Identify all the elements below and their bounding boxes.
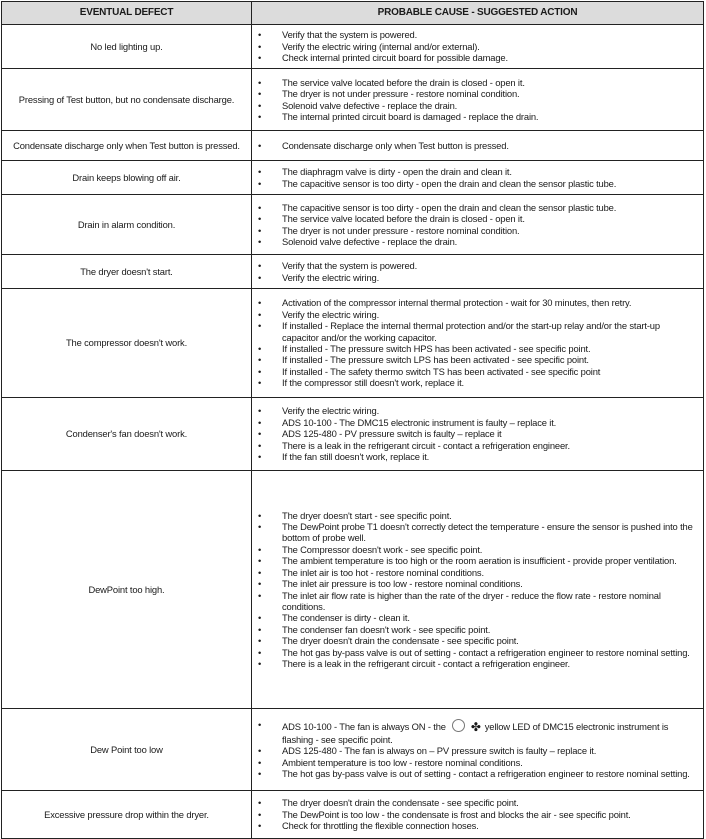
table-header-row	[2, 2, 704, 25]
defect-cell: Pressing of Test button, but no condensate discharge.	[2, 69, 252, 131]
bullet-icon: •	[258, 719, 262, 731]
bullet-icon: •	[258, 377, 262, 389]
action-item	[258, 635, 699, 646]
bullet-icon: •	[258, 646, 262, 658]
action-text: Solenoid valve defective - replace the drain.	[282, 99, 458, 111]
bullet-icon: •	[258, 521, 262, 533]
action-text: The capacitive sensor is too dirty - open the drain and clean the sensor plastic tube.	[282, 177, 617, 189]
action-text: Check for throttling the flexible connection hoses.	[282, 820, 479, 832]
bullet-icon: •	[258, 139, 262, 151]
bullet-icon: •	[258, 235, 262, 247]
bullet-icon: •	[258, 354, 262, 366]
action-text: Verify that the system is powered.	[282, 29, 418, 41]
bullet-icon: •	[258, 405, 262, 417]
bullet-icon: •	[258, 566, 262, 578]
action-item	[258, 820, 699, 831]
action-list	[258, 166, 699, 189]
action-list	[258, 510, 699, 670]
action-text: The dryer doesn't drain the condensate - see specific point.	[282, 635, 519, 647]
action-item	[258, 236, 699, 247]
bullet-icon: •	[258, 451, 262, 463]
bullet-icon: •	[258, 343, 262, 354]
action-item	[258, 757, 699, 768]
action-item	[258, 521, 699, 544]
bullet-icon: •	[258, 808, 262, 820]
action-text: The dryer doesn't drain the condensate - see specific point.	[282, 797, 519, 809]
table-row	[2, 25, 704, 69]
bullet-icon: •	[258, 88, 262, 100]
action-item	[258, 590, 699, 613]
action-item	[258, 451, 699, 462]
action-list	[258, 140, 699, 151]
action-item	[258, 166, 699, 177]
bullet-icon: •	[258, 768, 262, 780]
action-item	[258, 202, 699, 213]
bullet-icon: •	[258, 320, 262, 332]
action-text: The Compressor doesn't work - see specific point.	[282, 543, 483, 555]
action-item	[258, 309, 699, 320]
bullet-icon: •	[258, 820, 262, 832]
bullet-icon: •	[258, 260, 262, 272]
action-item	[258, 140, 699, 151]
action-list	[258, 797, 699, 831]
header-probable-cause: PROBABLE CAUSE - SUGGESTED ACTION	[252, 2, 704, 25]
action-text: If installed - The safety thermo switch TS has been activated - see specific point	[282, 365, 601, 377]
header-eventual-defect: EVENTUAL DEFECT	[2, 2, 252, 25]
action-list	[258, 405, 699, 462]
action-text: The condenser fan doesn't work - see specific point.	[282, 623, 491, 635]
action-cell	[252, 289, 704, 398]
action-text: The hot gas by-pass valve is out of setting - contact a refrigeration engineer to restore nominal setting.	[282, 768, 690, 780]
action-text: The DewPoint probe T1 doesn't correctly detect the temperature - ensure the sensor is pushed into the bottom of probe well.	[282, 521, 693, 544]
table-row	[2, 398, 704, 471]
bullet-icon: •	[258, 365, 262, 377]
action-cell	[252, 25, 704, 69]
action-list	[258, 719, 699, 779]
action-text: The diaphragm valve is dirty - open the drain and clean it.	[282, 166, 512, 178]
action-text: The internal printed circuit board is damaged - replace the drain.	[282, 110, 539, 122]
action-item	[258, 428, 699, 439]
action-text: Verify the electric wiring.	[282, 405, 380, 417]
action-text: ADS 10-100 - The DMC15 electronic instrument is faulty – replace it.	[282, 416, 557, 428]
action-list	[258, 77, 699, 123]
action-cell	[252, 161, 704, 195]
action-item	[258, 100, 699, 111]
action-text: If installed - Replace the internal thermal protection and/or the start-up relay and/or the start-up capacitor and/or the working capacitor.	[282, 320, 660, 343]
action-item	[258, 658, 699, 669]
action-text: The capacitive sensor is too dirty - open the drain and clean the sensor plastic tube.	[282, 201, 617, 213]
action-item	[258, 272, 699, 283]
action-item	[258, 77, 699, 88]
bullet-icon: •	[258, 428, 262, 440]
table-row	[2, 69, 704, 131]
action-list	[258, 297, 699, 388]
bullet-icon: •	[258, 40, 262, 52]
action-item	[258, 768, 699, 779]
action-text: Ambient temperature is too low - restore nominal conditions.	[282, 756, 523, 768]
bullet-icon: •	[258, 555, 262, 567]
action-item	[258, 405, 699, 416]
bullet-icon: •	[258, 509, 262, 521]
action-item	[258, 88, 699, 99]
defect-cell: The dryer doesn't start.	[2, 255, 252, 289]
action-cell	[252, 69, 704, 131]
action-item	[258, 29, 699, 40]
bullet-icon: •	[258, 308, 262, 320]
table-body	[2, 25, 704, 839]
bullet-icon: •	[258, 201, 262, 213]
action-item	[258, 111, 699, 122]
action-item	[258, 567, 699, 578]
table-row	[2, 195, 704, 255]
defect-cell: Excessive pressure drop within the dryer.	[2, 791, 252, 839]
action-text: The inlet air flow rate is higher than the rate of the dryer - reduce the flow rate - restore nominal conditions.	[282, 589, 661, 612]
table-row	[2, 709, 704, 791]
bullet-icon: •	[258, 612, 262, 624]
action-item	[258, 225, 699, 236]
action-cell	[252, 709, 704, 791]
action-item	[258, 343, 699, 354]
action-item	[258, 52, 699, 63]
action-item	[258, 213, 699, 224]
action-list	[258, 29, 699, 63]
action-text: The dryer is not under pressure - restore nominal condition.	[282, 224, 520, 236]
defect-cell: Dew Point too low	[2, 709, 252, 791]
action-text: The DewPoint is too low - the condensate is frost and blocks the air - see specific point.	[282, 808, 631, 820]
action-text: The service valve located before the drain is closed - open it.	[282, 76, 525, 88]
action-item	[258, 809, 699, 820]
action-text: ADS 125-480 - PV pressure switch is faulty – replace it	[282, 428, 502, 440]
action-item	[258, 578, 699, 589]
bullet-icon: •	[258, 166, 262, 178]
action-cell	[252, 195, 704, 255]
bullet-icon: •	[258, 745, 262, 757]
bullet-icon: •	[258, 224, 262, 236]
action-cell	[252, 471, 704, 709]
defect-cell: Condensate discharge only when Test button is pressed.	[2, 131, 252, 161]
defect-cell: The compressor doesn't work.	[2, 289, 252, 398]
action-item	[258, 377, 699, 388]
fan-icon: ✤	[470, 720, 481, 735]
defect-cell: Condenser's fan doesn't work.	[2, 398, 252, 471]
bullet-icon: •	[258, 578, 262, 590]
action-text: Verify the electric wiring (internal and/or external).	[282, 40, 480, 52]
action-text: The inlet air is too hot - restore nominal conditions.	[282, 566, 484, 578]
action-cell	[252, 255, 704, 289]
defect-cell: No led lighting up.	[2, 25, 252, 69]
table-row	[2, 255, 704, 289]
action-list	[258, 202, 699, 248]
action-list	[258, 260, 699, 283]
led-indicator-icon	[452, 719, 465, 732]
action-item	[258, 797, 699, 808]
bullet-icon: •	[258, 271, 262, 283]
action-item	[258, 41, 699, 52]
bullet-icon: •	[258, 52, 262, 64]
action-item	[258, 510, 699, 521]
action-item	[258, 544, 699, 555]
bullet-icon: •	[258, 416, 262, 428]
bullet-icon: •	[258, 213, 262, 225]
action-text: Condensate discharge only when Test button is pressed.	[282, 139, 509, 151]
action-item	[258, 745, 699, 756]
bullet-icon: •	[258, 99, 262, 111]
bullet-icon: •	[258, 76, 262, 88]
action-text: The condenser is dirty - clean it.	[282, 612, 410, 624]
table-row	[2, 471, 704, 709]
action-item	[258, 647, 699, 658]
action-item	[258, 297, 699, 308]
action-text: There is a leak in the refrigerant circuit - contact a refrigeration engineer.	[282, 439, 570, 451]
action-text: The inlet air pressure is too low - restore nominal conditions.	[282, 578, 523, 590]
action-item	[258, 354, 699, 365]
bullet-icon: •	[258, 589, 262, 601]
action-item	[258, 366, 699, 377]
bullet-icon: •	[258, 110, 262, 122]
defect-cell: Drain in alarm condition.	[2, 195, 252, 255]
bullet-icon: •	[258, 635, 262, 647]
action-text: Verify that the system is powered.	[282, 260, 418, 272]
bullet-icon: •	[258, 797, 262, 809]
action-text: The ambient temperature is too high or the room aeration is insufficient - provide proper ventilation.	[282, 555, 677, 567]
action-item	[258, 719, 699, 745]
bullet-icon: •	[258, 756, 262, 768]
bullet-icon: •	[258, 29, 262, 41]
troubleshooting-table	[1, 1, 704, 839]
action-item	[258, 440, 699, 451]
action-cell	[252, 131, 704, 161]
action-item	[258, 417, 699, 428]
bullet-icon: •	[258, 297, 262, 309]
table-row	[2, 289, 704, 398]
action-text: If the compressor still doesn't work, replace it.	[282, 377, 465, 389]
action-text: ADS 10-100 - The fan is always ON - the	[282, 721, 446, 733]
action-text: If the fan still doesn't work, replace it.	[282, 451, 430, 463]
action-item	[258, 260, 699, 271]
bullet-icon: •	[258, 543, 262, 555]
action-text: The dryer is not under pressure - restore nominal condition.	[282, 88, 520, 100]
bullet-icon: •	[258, 177, 262, 189]
defect-cell: Drain keeps blowing off air.	[2, 161, 252, 195]
action-text: The dryer doesn't start - see specific point.	[282, 509, 452, 521]
action-item	[258, 178, 699, 189]
defect-cell: DewPoint too high.	[2, 471, 252, 709]
table-row	[2, 161, 704, 195]
action-text: Solenoid valve defective - replace the drain.	[282, 235, 458, 247]
action-text: The hot gas by-pass valve is out of setting - contact a refrigeration engineer to restore nominal setting.	[282, 646, 690, 658]
action-text: If installed - The pressure switch LPS has been activated - see specific point.	[282, 354, 589, 366]
action-item	[258, 320, 699, 343]
action-text: yellow LED of DMC15 electronic instrument is flashing - see specific point.	[282, 721, 669, 745]
action-text: Verify the electric wiring.	[282, 308, 380, 320]
bullet-icon: •	[258, 657, 262, 669]
action-cell	[252, 398, 704, 471]
bullet-icon: •	[258, 439, 262, 451]
action-text: Activation of the compressor internal thermal protection - wait for 30 minutes, then retry.	[282, 297, 632, 309]
action-text: The service valve located before the drain is closed - open it.	[282, 213, 525, 225]
action-text: There is a leak in the refrigerant circuit - contact a refrigeration engineer.	[282, 657, 570, 669]
bullet-icon: •	[258, 623, 262, 635]
action-cell	[252, 791, 704, 839]
action-text: If installed - The pressure switch HPS has been activated - see specific point.	[282, 343, 591, 354]
table-row	[2, 791, 704, 839]
action-text: Verify the electric wiring.	[282, 271, 380, 283]
table-row	[2, 131, 704, 161]
action-item	[258, 624, 699, 635]
action-item	[258, 612, 699, 623]
action-text: Check internal printed circuit board for possible damage.	[282, 52, 508, 64]
action-item	[258, 555, 699, 566]
action-text: ADS 125-480 - The fan is always on – PV pressure switch is faulty – replace it.	[282, 745, 597, 757]
